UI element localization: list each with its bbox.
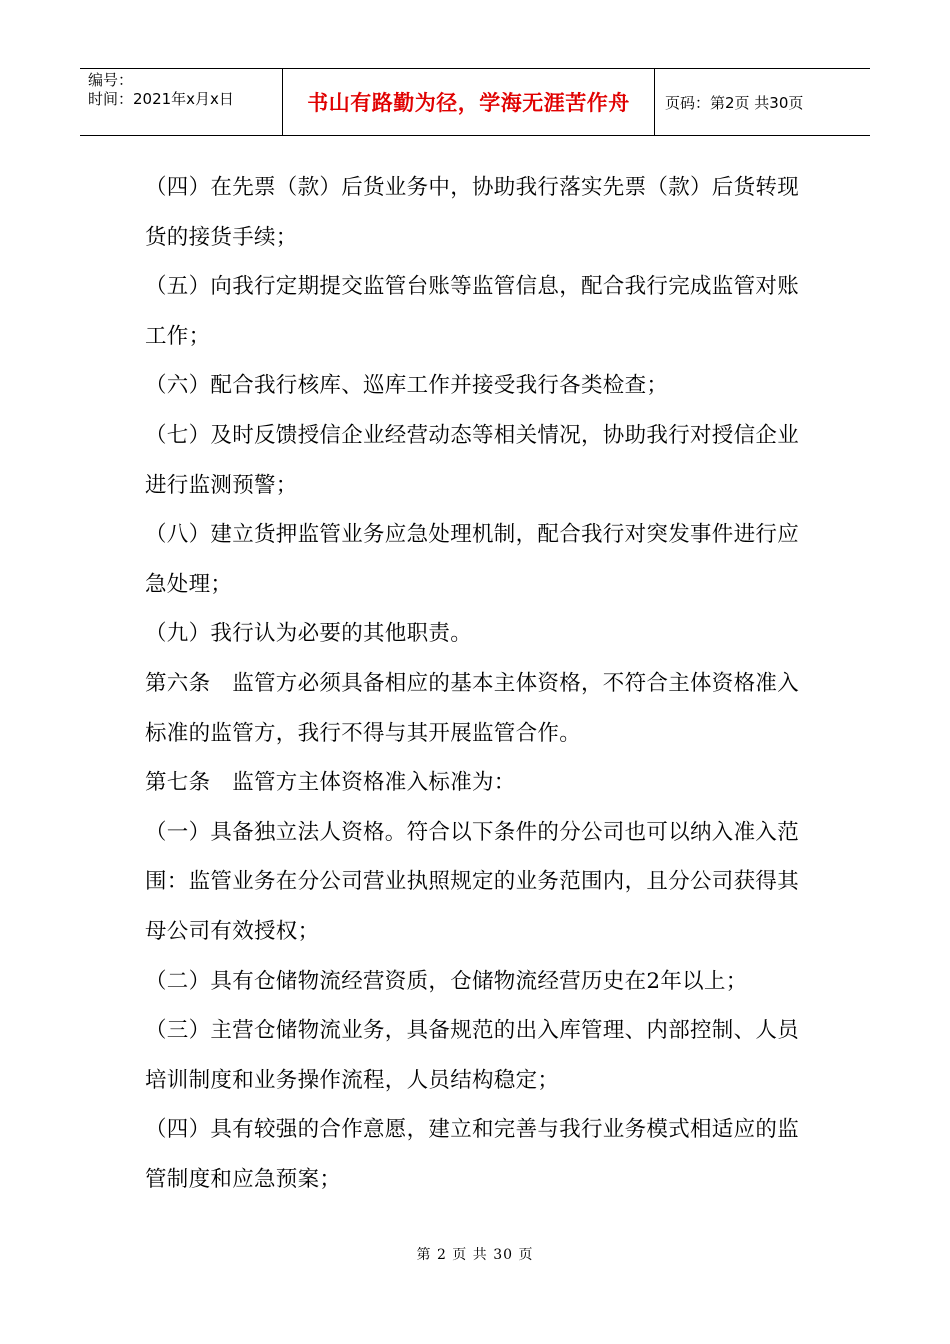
paragraph: （八）建立货押监管业务应急处理机制，配合我行对突发事件进行应急处理； <box>145 522 800 597</box>
paragraph: （六）配合我行核库、巡库工作并接受我行各类检查； <box>145 373 669 399</box>
paragraph: （四）具有较强的合作意愿，建立和完善与我行业务模式相适应的监管制度和应急预案； <box>145 1117 800 1192</box>
paragraph: （四）在先票（款）后货业务中，协助我行落实先票（款）后货转现货的接货手续； <box>145 175 800 250</box>
header-meta <box>80 69 283 135</box>
number-label: 编号： <box>88 71 134 89</box>
paragraph: （三）主营仓储物流业务，具备规范的出入库管理、内部控制、人员培训制度和业务操作流程，人员结构稳定； <box>145 1018 800 1093</box>
page-header <box>80 68 870 136</box>
header-motto-cell <box>283 69 655 135</box>
paragraph: 第六条 监管方必须具备相应的基本主体资格，不符合主体资格准入标准的监管方，我行不得与其开展监管合作。 <box>145 670 800 746</box>
paragraph: 第七条 监管方主体资格准入标准为： <box>145 770 516 796</box>
page-footer: 第 2 页 共 30 页 <box>416 1247 534 1263</box>
paragraph: （二）具有仓储物流经营资质，仓储物流经营历史在2年以上； <box>145 968 748 994</box>
paragraph: （七）及时反馈授信企业经营动态等相关情况，协助我行对授信企业进行监测预警； <box>145 422 800 498</box>
header-page-info: 页码：第2页 共30页 <box>665 93 804 112</box>
header-motto: 书山有路勤为径，学海无涯苦作舟 <box>307 91 630 115</box>
paragraph: （一）具备独立法人资格。符合以下条件的分公司也可以纳入准入范围：监管业务在分公司营业执照规定的业务范围内，且分公司获得其母公司有效授权； <box>145 819 800 944</box>
paragraph: （五）向我行定期提交监管台账等监管信息，配合我行完成监管对账工作； <box>145 274 800 349</box>
time-label: 时间：2021年x月x日 <box>88 90 234 108</box>
paragraph: （九）我行认为必要的其他职责。 <box>145 621 473 647</box>
document-body <box>145 163 815 1204</box>
